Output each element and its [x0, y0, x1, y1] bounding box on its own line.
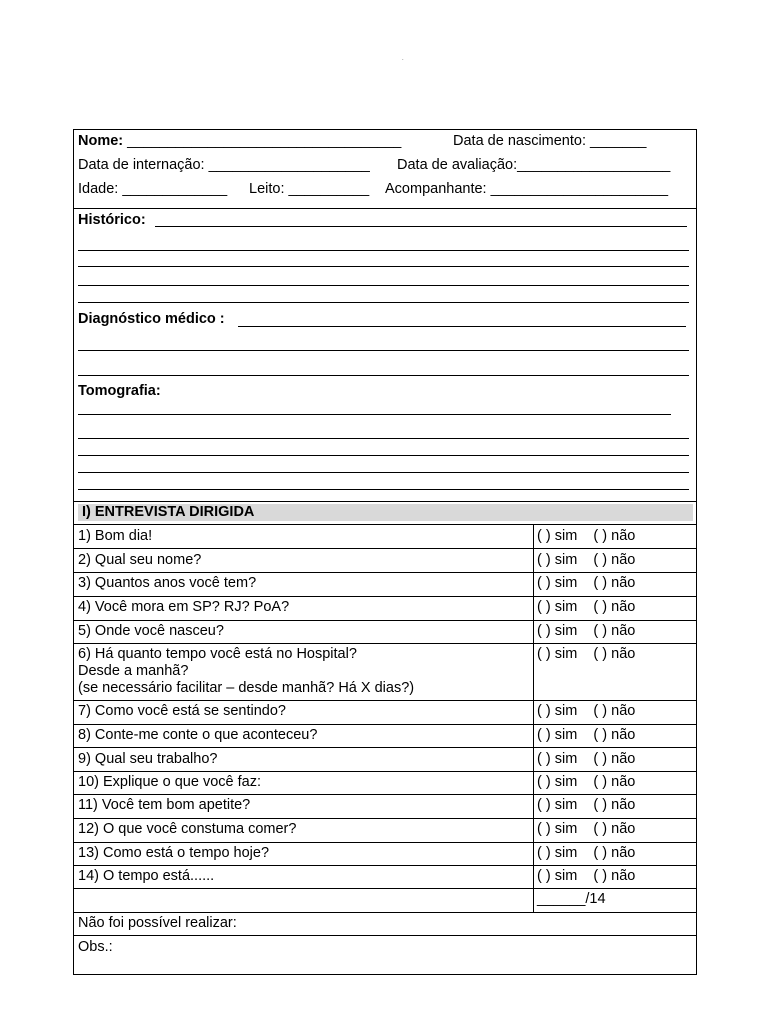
divider: [74, 524, 696, 525]
diagnostico-label: Diagnóstico médico :: [78, 311, 225, 327]
sim-checkbox[interactable]: ( ): [537, 552, 551, 568]
answer-14[interactable]: ( ) sim ( ) não: [537, 868, 636, 884]
sim-checkbox[interactable]: ( ): [537, 528, 551, 544]
row-divider: [74, 865, 696, 866]
question-6: 6) Há quanto tempo você está no Hospital?: [78, 646, 357, 662]
nao-checkbox[interactable]: ( ): [593, 821, 608, 837]
score-field[interactable]: ______/14: [537, 891, 606, 907]
sim-checkbox[interactable]: ( ): [537, 751, 551, 767]
answer-4[interactable]: ( ) sim ( ) não: [537, 599, 636, 615]
tomografia-line[interactable]: [78, 455, 689, 456]
historico-line[interactable]: [155, 226, 687, 227]
nome-field[interactable]: Nome: __________________________________: [78, 133, 402, 149]
answer-6[interactable]: ( ) sim ( ) não: [537, 646, 636, 662]
nao-checkbox[interactable]: ( ): [593, 623, 608, 639]
sim-checkbox[interactable]: ( ): [537, 868, 551, 884]
idade-field[interactable]: Idade: _____________: [78, 181, 228, 197]
divider: [74, 208, 696, 209]
diagnostico-line[interactable]: [238, 326, 686, 327]
question-6-line2: Desde a manhã?: [78, 663, 189, 679]
nao-checkbox[interactable]: ( ): [593, 528, 608, 544]
answer-2[interactable]: ( ) sim ( ) não: [537, 552, 636, 568]
sim-checkbox[interactable]: ( ): [537, 774, 551, 790]
row-divider: [74, 747, 696, 748]
tomografia-line[interactable]: [78, 472, 689, 473]
sim-checkbox[interactable]: ( ): [537, 797, 551, 813]
question-7: 7) Como você está se sentindo?: [78, 703, 286, 719]
sim-checkbox[interactable]: ( ): [537, 575, 551, 591]
sim-checkbox[interactable]: ( ): [537, 599, 551, 615]
section-title: I) ENTREVISTA DIRIGIDA: [82, 504, 255, 520]
historico-line[interactable]: [78, 285, 689, 286]
diagnostico-line[interactable]: [78, 375, 689, 376]
row-divider: [74, 935, 696, 936]
nao-checkbox[interactable]: ( ): [593, 646, 608, 662]
answer-1[interactable]: ( ) sim ( ) não: [537, 528, 636, 544]
answer-3[interactable]: ( ) sim ( ) não: [537, 575, 636, 591]
leito-field[interactable]: Leito: __________: [249, 181, 370, 197]
row-divider: [74, 572, 696, 573]
nao-checkbox[interactable]: ( ): [593, 797, 608, 813]
sim-checkbox[interactable]: ( ): [537, 821, 551, 837]
nao-checkbox[interactable]: ( ): [593, 703, 608, 719]
question-6-line3: (se necessário facilitar – desde manhã? Há X dias?): [78, 680, 415, 696]
answer-9[interactable]: ( ) sim ( ) não: [537, 751, 636, 767]
question-4: 4) Você mora em SP? RJ? PoA?: [78, 599, 290, 615]
row-divider: [74, 724, 696, 725]
row-divider: [74, 794, 696, 795]
acompanhante-field[interactable]: Acompanhante: ______________________: [385, 181, 669, 197]
row-divider: [74, 818, 696, 819]
nao-checkbox[interactable]: ( ): [593, 575, 608, 591]
nao-checkbox[interactable]: ( ): [593, 552, 608, 568]
question-8: 8) Conte-me conte o que aconteceu?: [78, 727, 318, 743]
page-dot: .: [402, 56, 404, 62]
answer-13[interactable]: ( ) sim ( ) não: [537, 845, 636, 861]
answer-7[interactable]: ( ) sim ( ) não: [537, 703, 636, 719]
tomografia-line[interactable]: [78, 438, 689, 439]
row-divider: [74, 700, 696, 701]
nao-checkbox[interactable]: ( ): [593, 845, 608, 861]
tomografia-line[interactable]: [78, 489, 689, 490]
nao-checkbox[interactable]: ( ): [593, 751, 608, 767]
answer-12[interactable]: ( ) sim ( ) não: [537, 821, 636, 837]
row-divider: [74, 643, 696, 644]
column-divider: [533, 524, 534, 912]
sim-checkbox[interactable]: ( ): [537, 845, 551, 861]
row-divider: [74, 842, 696, 843]
question-14: 14) O tempo está......: [78, 868, 215, 884]
divider: [74, 501, 696, 502]
historico-line[interactable]: [78, 302, 689, 303]
row-divider: [74, 888, 696, 889]
question-1: 1) Bom dia!: [78, 528, 153, 544]
question-10: 10) Explique o que você faz:: [78, 774, 261, 790]
question-11: 11) Você tem bom apetite?: [78, 797, 251, 813]
sim-checkbox[interactable]: ( ): [537, 623, 551, 639]
answer-11[interactable]: ( ) sim ( ) não: [537, 797, 636, 813]
sim-checkbox[interactable]: ( ): [537, 703, 551, 719]
row-divider: [74, 596, 696, 597]
row-divider: [74, 771, 696, 772]
row-divider: [74, 548, 696, 549]
nao-checkbox[interactable]: ( ): [593, 774, 608, 790]
nao-foi-possivel-field[interactable]: Não foi possível realizar:: [78, 915, 237, 931]
sim-checkbox[interactable]: ( ): [537, 727, 551, 743]
avaliacao-field[interactable]: Data de avaliação:___________________: [397, 157, 671, 173]
row-divider: [74, 620, 696, 621]
tomografia-label: Tomografia:: [78, 383, 161, 399]
answer-10[interactable]: ( ) sim ( ) não: [537, 774, 636, 790]
nao-checkbox[interactable]: ( ): [593, 727, 608, 743]
nao-checkbox[interactable]: ( ): [593, 868, 608, 884]
answer-5[interactable]: ( ) sim ( ) não: [537, 623, 636, 639]
question-13: 13) Como está o tempo hoje?: [78, 845, 270, 861]
sim-checkbox[interactable]: ( ): [537, 646, 551, 662]
evaluation-form: [73, 129, 697, 975]
obs-field[interactable]: Obs.:: [78, 939, 113, 955]
nao-checkbox[interactable]: ( ): [593, 599, 608, 615]
question-5: 5) Onde você nasceu?: [78, 623, 224, 639]
historico-line[interactable]: [78, 266, 689, 267]
internacao-field[interactable]: Data de internação: ____________________: [78, 157, 370, 173]
question-9: 9) Qual seu trabalho?: [78, 751, 218, 767]
answer-8[interactable]: ( ) sim ( ) não: [537, 727, 636, 743]
question-2: 2) Qual seu nome?: [78, 552, 202, 568]
question-3: 3) Quantos anos você tem?: [78, 575, 257, 591]
historico-line[interactable]: [78, 250, 689, 251]
row-divider: [74, 912, 696, 913]
nascimento-field[interactable]: Data de nascimento: _______: [453, 133, 647, 149]
historico-label: Histórico:: [78, 212, 146, 228]
diagnostico-line[interactable]: [78, 350, 689, 351]
tomografia-line[interactable]: [78, 414, 671, 415]
question-12: 12) O que você constuma comer?: [78, 821, 297, 837]
